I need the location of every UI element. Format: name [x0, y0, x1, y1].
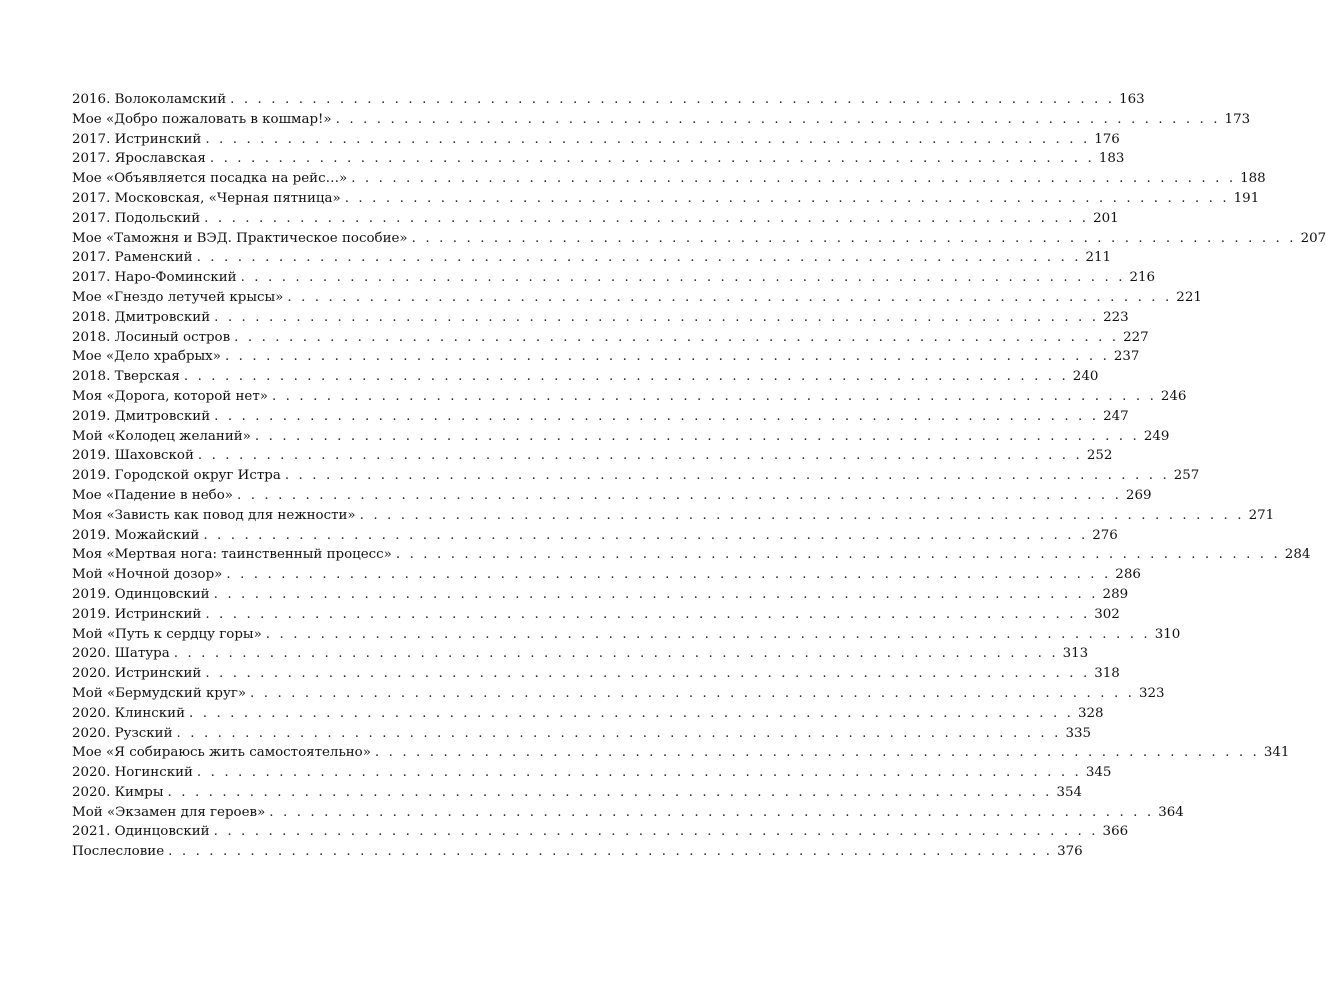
toc-entry-title: 2017. Истринский [72, 131, 202, 147]
toc-entry-title: 2020. Кимры [72, 784, 164, 800]
toc-leader-dots: . . . . . . . . . . . . . . . . . . . . . . . . . . . . . . . . . . . . . . . . . . . . . . . . . . . . . . . . . . . . . . . . . [189, 705, 1074, 721]
toc-entry-title: 2020. Рузский [72, 725, 173, 741]
toc-entry-page-number: 310 [1154, 626, 1181, 642]
toc-entry-page-number: 252 [1086, 448, 1113, 464]
toc-entry-page-number: 354 [1056, 784, 1083, 800]
toc-entry-title: 2020. Истринский [72, 666, 202, 682]
toc-leader-dots: . . . . . . . . . . . . . . . . . . . . . . . . . . . . . . . . . . . . . . . . . . . . . . . . . . . . . . . . . . . . . . . . . [226, 567, 1111, 583]
toc-entry-page-number: 237 [1113, 349, 1140, 365]
toc-leader-dots: . . . . . . . . . . . . . . . . . . . . . . . . . . . . . . . . . . . . . . . . . . . . . . . . . . . . . . . . . . . . . . . . . [236, 487, 1122, 503]
toc-entry-page-number: 345 [1085, 765, 1112, 781]
toc-entry [72, 209, 1119, 229]
toc-entry [72, 763, 1112, 783]
toc-entry [72, 664, 1120, 684]
toc-entry-title: 2017. Подольский [72, 210, 201, 226]
toc-entry-page-number: 183 [1098, 151, 1125, 167]
toc-leader-dots: . . . . . . . . . . . . . . . . . . . . . . . . . . . . . . . . . . . . . . . . . . . . . . . . . . . . . . . . . . . . . . . . . [411, 230, 1297, 246]
toc-entry-title: 2020. Шатура [72, 646, 170, 662]
toc-entry-title: 2019. Можайский [72, 527, 200, 543]
toc-entry-page-number: 276 [1092, 527, 1118, 543]
toc-entry [72, 704, 1104, 724]
toc-entry-title: 2019. Городской округ Истра [72, 468, 281, 484]
toc-leader-dots: . . . . . . . . . . . . . . . . . . . . . . . . . . . . . . . . . . . . . . . . . . . . . . . . . . . . . . . . . . . . . . . . . [284, 468, 1170, 484]
toc-entry-title: Мой «Колодец желаний» [72, 428, 251, 444]
toc-leader-dots: . . . . . . . . . . . . . . . . . . . . . . . . . . . . . . . . . . . . . . . . . . . . . . . . . . . . . . . . . . . . . . . . . [254, 428, 1140, 444]
toc-entry-title: 2019. Одинцовский [72, 586, 210, 602]
toc-entry-page-number: 313 [1062, 646, 1089, 662]
toc-entry-title: Мое «Добро пожаловать в кошмар!» [72, 111, 332, 127]
toc-entry-title: Мое «Гнездо летучей крысы» [72, 289, 284, 305]
toc-entry [72, 545, 1311, 565]
toc-entry-page-number: 216 [1129, 270, 1156, 286]
toc-leader-dots: . . . . . . . . . . . . . . . . . . . . . . . . . . . . . . . . . . . . . . . . . . . . . . . . . . . . . . . . . . . . . . . . . [359, 507, 1245, 523]
toc-entry-title: 2017. Раменский [72, 250, 193, 266]
toc-leader-dots: . . . . . . . . . . . . . . . . . . . . . . . . . . . . . . . . . . . . . . . . . . . . . . . . . . . . . . . . . . . . . . . . . [374, 745, 1260, 761]
toc-entry-title: Мое «Объявляется посадка на рейс…» [72, 171, 348, 187]
toc-entry-page-number: 366 [1102, 824, 1129, 840]
toc-entry [72, 466, 1200, 486]
toc-entry [72, 822, 1129, 842]
toc-entry [72, 724, 1092, 744]
toc-leader-dots: . . . . . . . . . . . . . . . . . . . . . . . . . . . . . . . . . . . . . . . . . . . . . . . . . . . . . . . . . . . . . . . . . [335, 111, 1221, 127]
toc-entry-page-number: 240 [1072, 369, 1099, 385]
toc-entry-title: Моя «Дорога, которой нет» [72, 388, 268, 404]
toc-entry [72, 110, 1251, 130]
toc-entry [72, 407, 1129, 427]
toc-leader-dots: . . . . . . . . . . . . . . . . . . . . . . . . . . . . . . . . . . . . . . . . . . . . . . . . . . . . . . . . . . . . . . . . . [224, 349, 1110, 365]
toc-entry [72, 189, 1260, 209]
toc-entry-page-number: 249 [1143, 428, 1170, 444]
toc-leader-dots: . . . . . . . . . . . . . . . . . . . . . . . . . . . . . . . . . . . . . . . . . . . . . . . . . . . . . . . . . . . . . . . . . [214, 408, 1099, 424]
toc-entry-page-number: 328 [1077, 705, 1104, 721]
toc-entry-page-number: 211 [1085, 250, 1112, 266]
toc-entry-page-number: 227 [1123, 329, 1149, 345]
toc-entry-page-number: 335 [1065, 725, 1092, 741]
toc-entry [72, 248, 1112, 268]
toc-entry-page-number: 163 [1119, 92, 1145, 107]
toc-leader-dots: . . . . . . . . . . . . . . . . . . . . . . . . . . . . . . . . . . . . . . . . . . . . . . . . . . . . . . . . . . . . . . . . . [204, 210, 1089, 226]
toc-leader-dots: . . . . . . . . . . . . . . . . . . . . . . . . . . . . . . . . . . . . . . . . . . . . . . . . . . . . . . . . . . . . . . . . . [213, 824, 1099, 840]
toc-entry-page-number: 221 [1176, 289, 1202, 305]
toc-entry [72, 169, 1266, 189]
toc-leader-dots: . . . . . . . . . . . . . . . . . . . . . . . . . . . . . . . . . . . . . . . . . . . . . . . . . . . . . . . . . . . . . . . . . [205, 606, 1090, 622]
toc-entry [72, 427, 1170, 447]
toc-entry-page-number: 247 [1103, 408, 1129, 424]
toc-entry [72, 446, 1113, 466]
toc-entry-title: 2019. Дмитровский [72, 408, 211, 424]
toc-entry-page-number: 364 [1158, 804, 1184, 820]
toc-entry-title: 2020. Клинский [72, 705, 186, 721]
toc-entry [72, 644, 1089, 664]
toc-entry [72, 486, 1152, 506]
toc-entry-page-number: 271 [1248, 507, 1275, 523]
toc-entry-title: Моя «Зависть как повод для нежности» [72, 507, 356, 523]
toc-entry [72, 743, 1290, 763]
table-of-contents [72, 90, 1326, 862]
toc-entry-title: Моя «Мертвая нога: таинственный процесс» [72, 547, 392, 563]
toc-entry-page-number: 201 [1093, 210, 1119, 226]
toc-leader-dots: . . . . . . . . . . . . . . . . . . . . . . . . . . . . . . . . . . . . . . . . . . . . . . . . . . . . . . . . . . . . . . . . . [205, 666, 1090, 682]
toc-leader-dots: . . . . . . . . . . . . . . . . . . . . . . . . . . . . . . . . . . . . . . . . . . . . . . . . . . . . . . . . . . . . . . . . . [234, 329, 1119, 345]
toc-entry-page-number: 269 [1125, 487, 1152, 503]
toc-leader-dots: . . . . . . . . . . . . . . . . . . . . . . . . . . . . . . . . . . . . . . . . . . . . . . . . . . . . . . . . . . . . . . . . . [197, 448, 1083, 464]
toc-entry [72, 90, 1145, 110]
toc-entry-title: Мое «Я собираюсь жить самостоятельно» [72, 745, 371, 761]
toc-entry-page-number: 257 [1173, 468, 1200, 484]
toc-entry-page-number: 176 [1094, 131, 1120, 147]
toc-leader-dots: . . . . . . . . . . . . . . . . . . . . . . . . . . . . . . . . . . . . . . . . . . . . . . . . . . . . . . . . . . . . . . . . . [269, 804, 1154, 820]
toc-leader-dots: . . . . . . . . . . . . . . . . . . . . . . . . . . . . . . . . . . . . . . . . . . . . . . . . . . . . . . . . . . . . . . . . . [213, 586, 1099, 602]
toc-leader-dots: . . . . . . . . . . . . . . . . . . . . . . . . . . . . . . . . . . . . . . . . . . . . . . . . . . . . . . . . . . . . . . . . . [344, 190, 1230, 206]
toc-leader-dots: . . . . . . . . . . . . . . . . . . . . . . . . . . . . . . . . . . . . . . . . . . . . . . . . . . . . . . . . . . . . . . . . . [351, 171, 1236, 187]
toc-entry-page-number: 318 [1094, 666, 1120, 682]
toc-entry-title: Мой «Путь к сердцу горы» [72, 626, 262, 642]
toc-entry [72, 625, 1181, 645]
toc-entry-title: Мое «Падение в небо» [72, 487, 233, 503]
toc-entry-title: 2018. Дмитровский [72, 309, 211, 325]
toc-entry-title: Мой «Экзамен для героев» [72, 804, 266, 820]
toc-entry [72, 585, 1129, 605]
toc-entry [72, 367, 1099, 387]
toc-entry-title: Мое «Дело храбрых» [72, 349, 221, 365]
toc-leader-dots: . . . . . . . . . . . . . . . . . . . . . . . . . . . . . . . . . . . . . . . . . . . . . . . . . . . . . . . . . . . . . . . . . [265, 626, 1151, 642]
toc-leader-dots: . . . . . . . . . . . . . . . . . . . . . . . . . . . . . . . . . . . . . . . . . . . . . . . . . . . . . . . . . . . . . . . . . [250, 685, 1135, 701]
toc-leader-dots: . . . . . . . . . . . . . . . . . . . . . . . . . . . . . . . . . . . . . . . . . . . . . . . . . . . . . . . . . . . . . . . . . [271, 388, 1157, 404]
toc-entry [72, 229, 1326, 249]
toc-entry-title: Послесловие [72, 844, 165, 860]
toc-entry-title: 2021. Одинцовский [72, 824, 210, 840]
toc-entry-title: Мой «Ночной дозор» [72, 567, 223, 583]
toc-entry [72, 288, 1202, 308]
toc-leader-dots: . . . . . . . . . . . . . . . . . . . . . . . . . . . . . . . . . . . . . . . . . . . . . . . . . . . . . . . . . . . . . . . . . [168, 844, 1053, 860]
toc-entry-page-number: 223 [1103, 309, 1129, 325]
toc-entry-title: 2016. Волоколамский [72, 92, 227, 107]
toc-entry [72, 605, 1120, 625]
toc-entry-page-number: 207 [1300, 230, 1326, 246]
toc-leader-dots: . . . . . . . . . . . . . . . . . . . . . . . . . . . . . . . . . . . . . . . . . . . . . . . . . . . . . . . . . . . . . . . . . [214, 309, 1099, 325]
toc-entry [72, 347, 1140, 367]
toc-entry-title: 2017. Московская, «Черная пятница» [72, 190, 341, 206]
toc-entry-title: Мой «Бермудский круг» [72, 685, 247, 701]
toc-entry-page-number: 302 [1094, 606, 1120, 622]
toc-leader-dots: . . . . . . . . . . . . . . . . . . . . . . . . . . . . . . . . . . . . . . . . . . . . . . . . . . . . . . . . . . . . . . . . . [196, 250, 1082, 266]
toc-entry [72, 783, 1083, 803]
toc-leader-dots: . . . . . . . . . . . . . . . . . . . . . . . . . . . . . . . . . . . . . . . . . . . . . . . . . . . . . . . . . . . . . . . . . [230, 92, 1115, 107]
toc-entry [72, 803, 1184, 823]
toc-entry-page-number: 341 [1263, 745, 1290, 761]
toc-entry-page-number: 289 [1102, 586, 1129, 602]
toc-entry [72, 268, 1156, 288]
toc-leader-dots: . . . . . . . . . . . . . . . . . . . . . . . . . . . . . . . . . . . . . . . . . . . . . . . . . . . . . . . . . . . . . . . . . [209, 151, 1095, 167]
toc-entry-title: 2019. Истринский [72, 606, 202, 622]
toc-entry [72, 130, 1120, 150]
toc-entry [72, 308, 1129, 328]
toc-leader-dots: . . . . . . . . . . . . . . . . . . . . . . . . . . . . . . . . . . . . . . . . . . . . . . . . . . . . . . . . . . . . . . . . . [287, 289, 1172, 305]
toc-entry [72, 526, 1118, 546]
toc-entry [72, 684, 1165, 704]
toc-entry-title: 2017. Ярославская [72, 151, 206, 167]
toc-entry-page-number: 286 [1115, 567, 1141, 583]
toc-entry-page-number: 376 [1057, 844, 1083, 860]
toc-entry-page-number: 323 [1138, 685, 1165, 701]
toc-entry [72, 842, 1083, 862]
toc-entry [72, 328, 1149, 348]
toc-leader-dots: . . . . . . . . . . . . . . . . . . . . . . . . . . . . . . . . . . . . . . . . . . . . . . . . . . . . . . . . . . . . . . . . . [176, 725, 1062, 741]
toc-entry-title: Мое «Таможня и ВЭД. Практическое пособие» [72, 230, 408, 246]
toc-leader-dots: . . . . . . . . . . . . . . . . . . . . . . . . . . . . . . . . . . . . . . . . . . . . . . . . . . . . . . . . . . . . . . . . . [203, 527, 1088, 543]
toc-leader-dots: . . . . . . . . . . . . . . . . . . . . . . . . . . . . . . . . . . . . . . . . . . . . . . . . . . . . . . . . . . . . . . . . . [173, 646, 1059, 662]
toc-leader-dots: . . . . . . . . . . . . . . . . . . . . . . . . . . . . . . . . . . . . . . . . . . . . . . . . . . . . . . . . . . . . . . . . . [167, 784, 1053, 800]
toc-entry-title: 2020. Ногинский [72, 765, 193, 781]
toc-leader-dots: . . . . . . . . . . . . . . . . . . . . . . . . . . . . . . . . . . . . . . . . . . . . . . . . . . . . . . . . . . . . . . . . . [240, 270, 1126, 286]
toc-entry-title: 2018. Лосиный остров [72, 329, 231, 345]
toc-leader-dots: . . . . . . . . . . . . . . . . . . . . . . . . . . . . . . . . . . . . . . . . . . . . . . . . . . . . . . . . . . . . . . . . . [205, 131, 1090, 147]
toc-entry-title: 2017. Наро-Фоминский [72, 270, 237, 286]
toc-entry-title: 2019. Шаховской [72, 448, 194, 464]
toc-entry-page-number: 284 [1284, 547, 1311, 563]
toc-entry [72, 506, 1275, 526]
toc-entry-title: 2018. Тверская [72, 369, 180, 385]
toc-entry-page-number: 173 [1224, 111, 1251, 127]
toc-leader-dots: . . . . . . . . . . . . . . . . . . . . . . . . . . . . . . . . . . . . . . . . . . . . . . . . . . . . . . . . . . . . . . . . . [196, 765, 1082, 781]
toc-leader-dots: . . . . . . . . . . . . . . . . . . . . . . . . . . . . . . . . . . . . . . . . . . . . . . . . . . . . . . . . . . . . . . . . . [395, 547, 1281, 563]
toc-entry-page-number: 188 [1240, 171, 1266, 187]
toc-entry-page-number: 246 [1160, 388, 1187, 404]
toc-entry [72, 149, 1125, 169]
toc-entry [72, 565, 1141, 585]
toc-leader-dots: . . . . . . . . . . . . . . . . . . . . . . . . . . . . . . . . . . . . . . . . . . . . . . . . . . . . . . . . . . . . . . . . . [183, 369, 1069, 385]
toc-entry [72, 387, 1187, 407]
toc-entry-page-number: 191 [1233, 190, 1260, 206]
